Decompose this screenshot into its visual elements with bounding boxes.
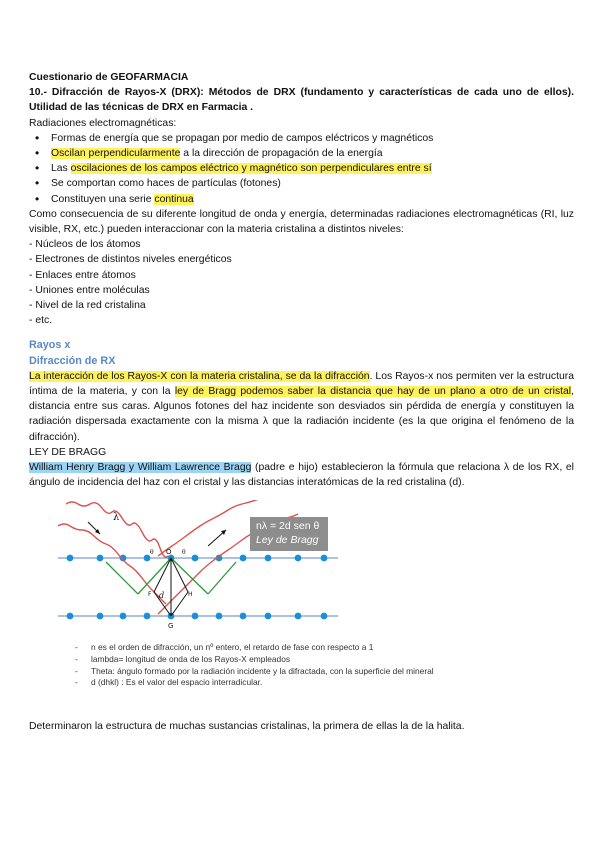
consequence-paragraph: Como consecuencia de su diferente longitud de onda y energía, determinadas radiaciones electromagnéticas (RI, luz visible, RX, etc.) pueden interaccionar con la materia cristalina a distintos niveles: bbox=[29, 208, 574, 236]
final-paragraph: Determinaron la estructura de muchas sustancias cristalinas, la primera de ellas la de la halita. bbox=[29, 721, 465, 732]
list-item: • Constituyen una serie continua bbox=[51, 192, 574, 207]
list-item: - d (dhkl) : Es el valor del espacio interradicular. bbox=[75, 677, 263, 688]
bragg-formula: nλ = 2d sen θ bbox=[256, 520, 320, 532]
construction-line bbox=[171, 558, 208, 594]
list-item: • Formas de energía que se propagan por medio de campos eléctricos y magnéticos bbox=[51, 131, 574, 146]
label-theta-left: θ bbox=[150, 549, 154, 556]
section-heading-difraccion: Difracción de RX bbox=[29, 354, 116, 367]
bragg-paragraph: William Henry Bragg y William Lawrence Bragg (padre e hijo) establecieron la fórmula que relaciona λ de los RX, el ángulo de incidencia del haz con el cristal y las distancias interatómicas de la red cristalina (d). bbox=[29, 462, 574, 489]
list-item: • Oscilan perpendicularmente a la dirección de propagación de la energía bbox=[51, 146, 574, 161]
label-F: F bbox=[148, 591, 152, 598]
list-item: - n es el orden de difracción, un nº entero, el retardo de fase con respecto a 1 bbox=[75, 642, 374, 652]
label-d: d bbox=[159, 591, 165, 600]
bragg-caption: Ley de Bragg bbox=[256, 534, 319, 546]
question-heading: 10.- Difracción de Rayos-X (DRX): Métodos de DRX (fundamento y características de cada uno de ellos). Utilidad de las técnicas de DRX en Farmacia . bbox=[29, 87, 574, 114]
label-G: G bbox=[168, 622, 174, 630]
label-O: O bbox=[166, 548, 172, 556]
list-item: - Theta: ángulo formado por la radiación incidente y la difractada, con la superficie del mineral bbox=[75, 665, 434, 676]
construction-line bbox=[208, 562, 236, 594]
bragg-formula-box bbox=[250, 517, 328, 551]
list-item: - lambda= longitud de onda de los Rayos-X empleados bbox=[75, 653, 291, 664]
document-body bbox=[29, 70, 574, 490]
list-item: • Se comportan como haces de partículas (fotones) bbox=[51, 176, 574, 191]
intro-text: Radiaciones electromagnéticas: bbox=[29, 117, 177, 129]
list-item: - Electrones de distintos niveles energéticos bbox=[29, 254, 232, 266]
list-item: - Enlaces entre átomos bbox=[29, 269, 136, 281]
list-item: - Uniones entre moléculas bbox=[29, 284, 150, 296]
bragg-heading: LEY DE BRAGG bbox=[29, 446, 107, 458]
label-H: H bbox=[188, 591, 193, 598]
properties-list bbox=[29, 131, 574, 207]
list-item: • Las oscilaciones de los campos eléctrico y magnético son perpendiculares entre sí bbox=[51, 161, 574, 176]
doc-title: Cuestionario de GEOFARMACIA bbox=[29, 72, 189, 83]
section-heading-rayos-x: Rayos x bbox=[29, 339, 71, 352]
construction-line bbox=[138, 558, 171, 594]
diffraction-paragraph: La interacción de los Rayos-X con la materia cristalina, se da la difracción. Los Rayos-x nos permiten ver la estructura íntima de la materia, y con la ley de Bragg podemos saber la distancia que hay de un plano a otro de un cristal, distancia entre sus caras. Algunos fotones del haz incidente son desviados sin pérdida de energía y constituyen la radiación dispersada exactamente con la misma λ que la radiación incidente (es la que origina el fenómeno de la difracción). bbox=[29, 370, 575, 443]
construction-line bbox=[106, 562, 138, 594]
label-theta-right: θ bbox=[182, 549, 186, 556]
list-item: - Nivel de la red cristalina bbox=[29, 300, 146, 312]
variables-legend bbox=[75, 642, 495, 689]
label-lambda: λ bbox=[113, 512, 120, 523]
list-item: - etc. bbox=[29, 315, 53, 327]
levels-list bbox=[29, 237, 574, 328]
list-item: - Núcleos de los átomos bbox=[29, 239, 141, 251]
